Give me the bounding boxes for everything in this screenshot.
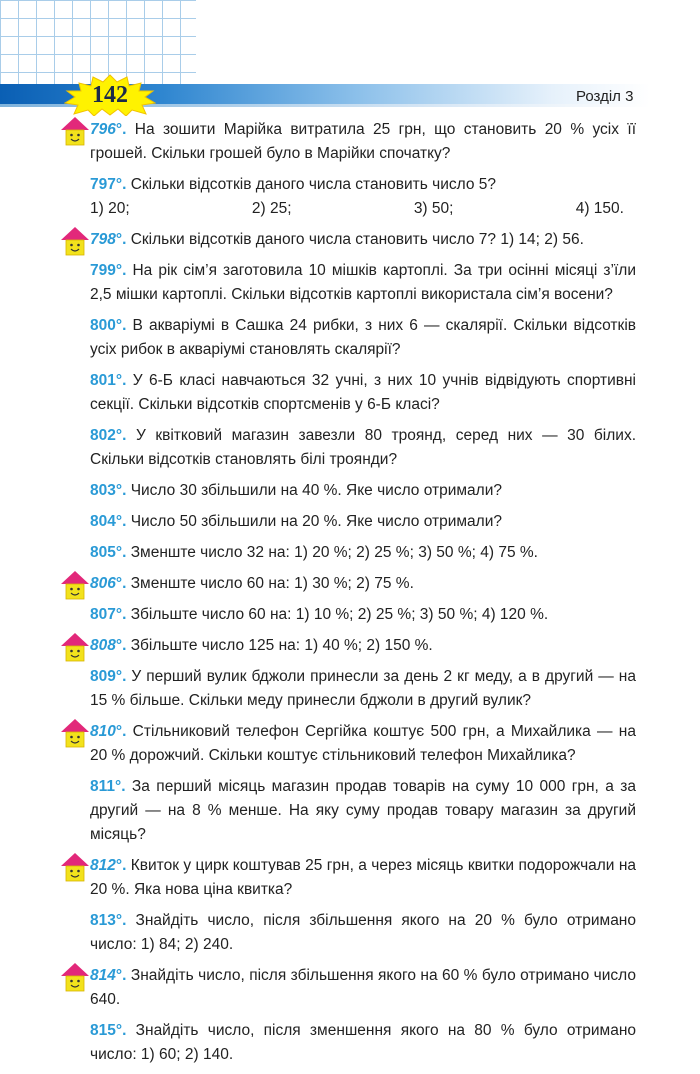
problem-number: 805 [90, 544, 116, 561]
problem-number: 811 [90, 778, 116, 795]
problem-text: Скільки відсотків даного числа становить число 5? [130, 176, 497, 193]
problem-text: Зменште число 60 на: 1) 30 %; 2) 75 %. [130, 575, 414, 592]
answer-option: 1) 20; [90, 200, 130, 217]
degree-mark: °. [115, 317, 133, 334]
problem-text: Число 30 збільшили на 40 %. Яке число отримали? [130, 482, 502, 499]
degree-mark: °. [115, 637, 131, 654]
problem-number: 800 [90, 317, 116, 334]
problem-number: 806 [90, 575, 116, 592]
problem-number: 802 [90, 427, 116, 444]
house-icon [60, 116, 90, 146]
problem-808 [90, 634, 636, 658]
house-icon [60, 718, 90, 748]
problem-803 [90, 479, 636, 503]
degree-mark: °. [115, 176, 131, 193]
degree-mark: °. [115, 912, 136, 929]
problem-809 [90, 665, 636, 713]
degree-mark: °. [115, 575, 131, 592]
answer-option: 3) 50; [413, 200, 454, 217]
section-title: Розділ 3 [576, 88, 634, 105]
problem-text: У 6-Б класі навчаються 32 учні, з них 10 учнів відвідують спортивні секції. Скільки відсотків спортсменів у 6-Б класі? [90, 372, 637, 413]
page-number-badge [64, 74, 156, 116]
problem-text: Знайдіть число, після збільшення якого на 20 % було отримано число: 1) 84; 2) 240. [90, 912, 636, 953]
problem-815 [90, 1019, 636, 1067]
house-icon [60, 632, 90, 662]
grid-background [0, 0, 196, 84]
problem-number: 815 [90, 1022, 116, 1039]
problem-799 [90, 259, 636, 307]
problem-number: 808 [90, 637, 116, 654]
problem-number: 804 [90, 513, 116, 530]
problem-text: В акваріумі в Сашка 24 рибки, з них 6 — скалярії. Скільки відсотків усіх рибок в акваріумі становлять скалярії? [90, 317, 636, 358]
answer-options [90, 197, 636, 221]
degree-mark: °. [115, 482, 131, 499]
problem-number: 810 [90, 723, 116, 740]
page-number: 142 [92, 82, 128, 108]
problem-806 [90, 572, 636, 596]
problem-text: У перший вулик бджоли принесли за день 2 кг меду, а в другий — на 15 % більше. Скільки меду принесли бджоли в другий вулик? [90, 668, 636, 709]
problem-text: Знайдіть число, після зменшення якого на 80 % було отримано число: 1) 60; 2) 140. [90, 1022, 636, 1063]
problem-800 [90, 314, 636, 362]
problem-list [90, 118, 636, 1074]
house-icon [60, 962, 90, 992]
problem-text: Збільште число 125 на: 1) 40 %; 2) 150 %. [130, 637, 433, 654]
degree-mark: °. [115, 372, 133, 389]
degree-mark: °. [115, 1022, 136, 1039]
house-icon [60, 570, 90, 600]
problem-text: Знайдіть число, після збільшення якого на 60 % було отримано число 640. [90, 967, 636, 1008]
degree-mark: °. [115, 723, 133, 740]
answer-option: 4) 150. [575, 200, 624, 217]
problem-number: 813 [90, 912, 116, 929]
problem-797 [90, 173, 636, 221]
problem-number: 796 [90, 121, 116, 138]
problem-text: Число 50 збільшили на 20 %. Яке число отримали? [130, 513, 502, 530]
degree-mark: °. [115, 427, 136, 444]
problem-text: На зошити Марійка витратила 25 грн, що становить 20 % усіх її грошей. Скільки грошей було в Марійки спочатку? [90, 121, 637, 162]
problem-810 [90, 720, 636, 768]
problem-811 [90, 775, 636, 847]
problem-text: На рік сім’я заготовила 10 мішків картоплі. За три осінні місяці з’їли 2,5 мішки картоплі. Скільки відсотків картоплі використала сім’я восени? [90, 262, 636, 303]
problem-802 [90, 424, 636, 472]
problem-text: Стільниковий телефон Сергійка коштує 500 грн, а Михайлика — на 20 % дорожчий. Скільки коштує стільниковий телефон Михайлика? [90, 723, 636, 764]
problem-number: 812 [90, 857, 116, 874]
problem-number: 807 [90, 606, 116, 623]
problem-text: Зменште число 32 на: 1) 20 %; 2) 25 %; 3) 50 %; 4) 75 %. [130, 544, 538, 561]
degree-mark: °. [115, 231, 131, 248]
problem-801 [90, 369, 636, 417]
problem-number: 801 [90, 372, 116, 389]
problem-number: 799 [90, 262, 116, 279]
problem-812 [90, 854, 636, 902]
house-icon [60, 226, 90, 256]
degree-mark: °. [115, 857, 131, 874]
answer-option: 2) 25; [251, 200, 292, 217]
problem-text: Збільште число 60 на: 1) 10 %; 2) 25 %; 3) 50 %; 4) 120 %. [130, 606, 549, 623]
problem-number: 798 [90, 231, 116, 248]
degree-mark: °. [115, 544, 131, 561]
degree-mark: °. [115, 778, 132, 795]
problem-text: Скільки відсотків даного числа становить число 7? 1) 14; 2) 56. [130, 231, 584, 248]
degree-mark: °. [115, 513, 131, 530]
problem-807 [90, 603, 636, 627]
problem-number: 797 [90, 176, 116, 193]
problem-text: У квітковий магазин завезли 80 троянд, серед них — 30 білих. Скільки відсотків становлять білі троянди? [90, 427, 636, 468]
house-icon [60, 852, 90, 882]
problem-number: 809 [90, 668, 116, 685]
degree-mark: °. [115, 967, 131, 984]
problem-text: Квиток у цирк коштував 25 грн, а через місяць квитки подорожчали на 20 %. Яка нова ціна квитка? [90, 857, 637, 898]
problem-number: 803 [90, 482, 116, 499]
problem-805 [90, 541, 636, 565]
degree-mark: °. [115, 121, 135, 138]
degree-mark: °. [115, 606, 131, 623]
degree-mark: °. [115, 262, 133, 279]
problem-804 [90, 510, 636, 534]
problem-number: 814 [90, 967, 116, 984]
problem-text: За перший місяць магазин продав товарів на суму 10 000 грн, а за другий — на 8 % менше. На яку суму продав товару магазин за другий місяць? [90, 778, 636, 843]
problem-796 [90, 118, 636, 166]
problem-798 [90, 228, 636, 252]
problem-813 [90, 909, 636, 957]
degree-mark: °. [115, 668, 132, 685]
problem-814 [90, 964, 636, 1012]
